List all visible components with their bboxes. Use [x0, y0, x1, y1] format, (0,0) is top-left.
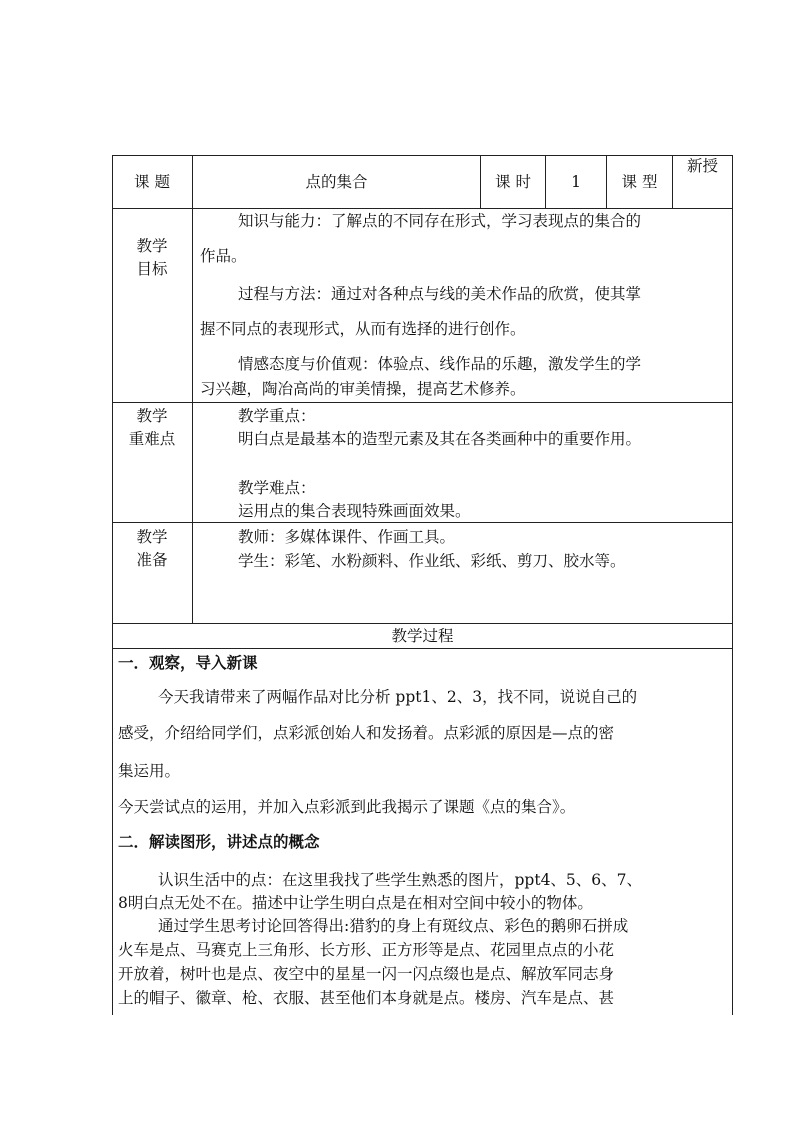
objectives-line-3: 过程与方法：通过对各种点与线的美术作品的欣赏，使其掌	[238, 285, 642, 303]
section2-line-4: 火车是点、马赛克上三角形、长方形、正方形等是点、花园里点点的小花	[118, 941, 615, 959]
objectives-line-5: 情感态度与价值观：体验点、线作品的乐趣，激发学生的学	[238, 355, 642, 373]
section1-line-1: 今天我请带来了两幅作品对比分析 ppt1、2、3，找不同，说说自己的	[158, 688, 638, 706]
table-border-top	[112, 155, 733, 156]
keypoints-line-1: 教学重点：	[238, 407, 316, 425]
objectives-line-6: 习兴趣，陶冶高尚的审美情操，提高艺术修养。	[200, 380, 526, 398]
hours-label: 课 时	[495, 173, 531, 191]
section2-line-5: 开放着，树叶也是点、夜空中的星星一闪一闪点缀也是点、解放军同志身	[118, 965, 615, 983]
preparation-line-1: 教师：多媒体课件、作画工具。	[238, 528, 456, 546]
table-label-column-divider	[192, 155, 193, 623]
table-border-right	[732, 155, 733, 1015]
keypoints-line-2: 明白点是最基本的造型元素及其在各类画种中的重要作用。	[238, 430, 642, 448]
type-value: 新授	[686, 157, 718, 175]
table-divider-keypoints	[112, 522, 733, 523]
table-divider-preparation	[112, 623, 733, 624]
section2-line-1: 认识生活中的点：在这里我找了些学生熟悉的图片，ppt4、5、6、7、	[158, 871, 643, 889]
topic-label: 课 题	[134, 173, 170, 191]
objectives-line-4: 握不同点的表现形式，从而有选择的进行创作。	[200, 320, 526, 338]
section1-line-2: 感受，介绍给同学们，点彩派创始人和发扬着。点彩派的原因是—点的密	[118, 724, 615, 742]
section1-heading: 一．观察，导入新课	[118, 654, 258, 672]
keypoints-line-4: 运用点的集合表现特殊画面效果。	[238, 502, 471, 520]
keypoints-line-3: 教学难点：	[238, 479, 316, 497]
process-title: 教学过程	[391, 627, 454, 645]
table-divider-objectives	[112, 402, 733, 403]
preparation-label-line2: 准备	[136, 551, 168, 569]
topic-value: 点的集合	[305, 173, 368, 191]
keypoints-label-line1: 教学	[136, 407, 168, 425]
preparation-line-2: 学生：彩笔、水粉颜料、作业纸、彩纸、剪刀、胶水等。	[238, 552, 626, 570]
table-border-left	[112, 155, 113, 1015]
table-divider-header	[112, 208, 733, 209]
objectives-label-line2: 目标	[136, 260, 168, 278]
objectives-line-1: 知识与能力：了解点的不同存在形式，学习表现点的集合的	[238, 212, 642, 230]
objectives-label-line1: 教学	[136, 237, 168, 255]
table-divider-process-title	[112, 648, 733, 649]
section1-line-3: 集运用。	[118, 762, 181, 780]
keypoints-label-line2: 重难点	[128, 430, 176, 448]
section2-line-3: 通过学生思考讨论回答得出:猎豹的身上有斑纹点、彩色的鹅卵石拼成	[158, 917, 629, 935]
type-label: 课 型	[621, 173, 658, 191]
preparation-label-line1: 教学	[136, 528, 168, 546]
section1-line-4: 今天尝试点的运用，并加入点彩派到此我揭示了课题《点的集合》。	[118, 798, 576, 816]
section2-line-2: 8明白点无处不在。描述中让学生明白点是在相对空间中较小的物体。	[118, 894, 593, 912]
hours-value: 1	[571, 173, 581, 191]
objectives-line-2: 作品。	[200, 247, 247, 265]
section2-line-6: 上的帽子、徽章、枪、衣服、甚至他们本身就是点。楼房、汽车是点、甚	[118, 989, 615, 1007]
section2-heading: 二．解读图形，讲述点的概念	[118, 833, 320, 851]
